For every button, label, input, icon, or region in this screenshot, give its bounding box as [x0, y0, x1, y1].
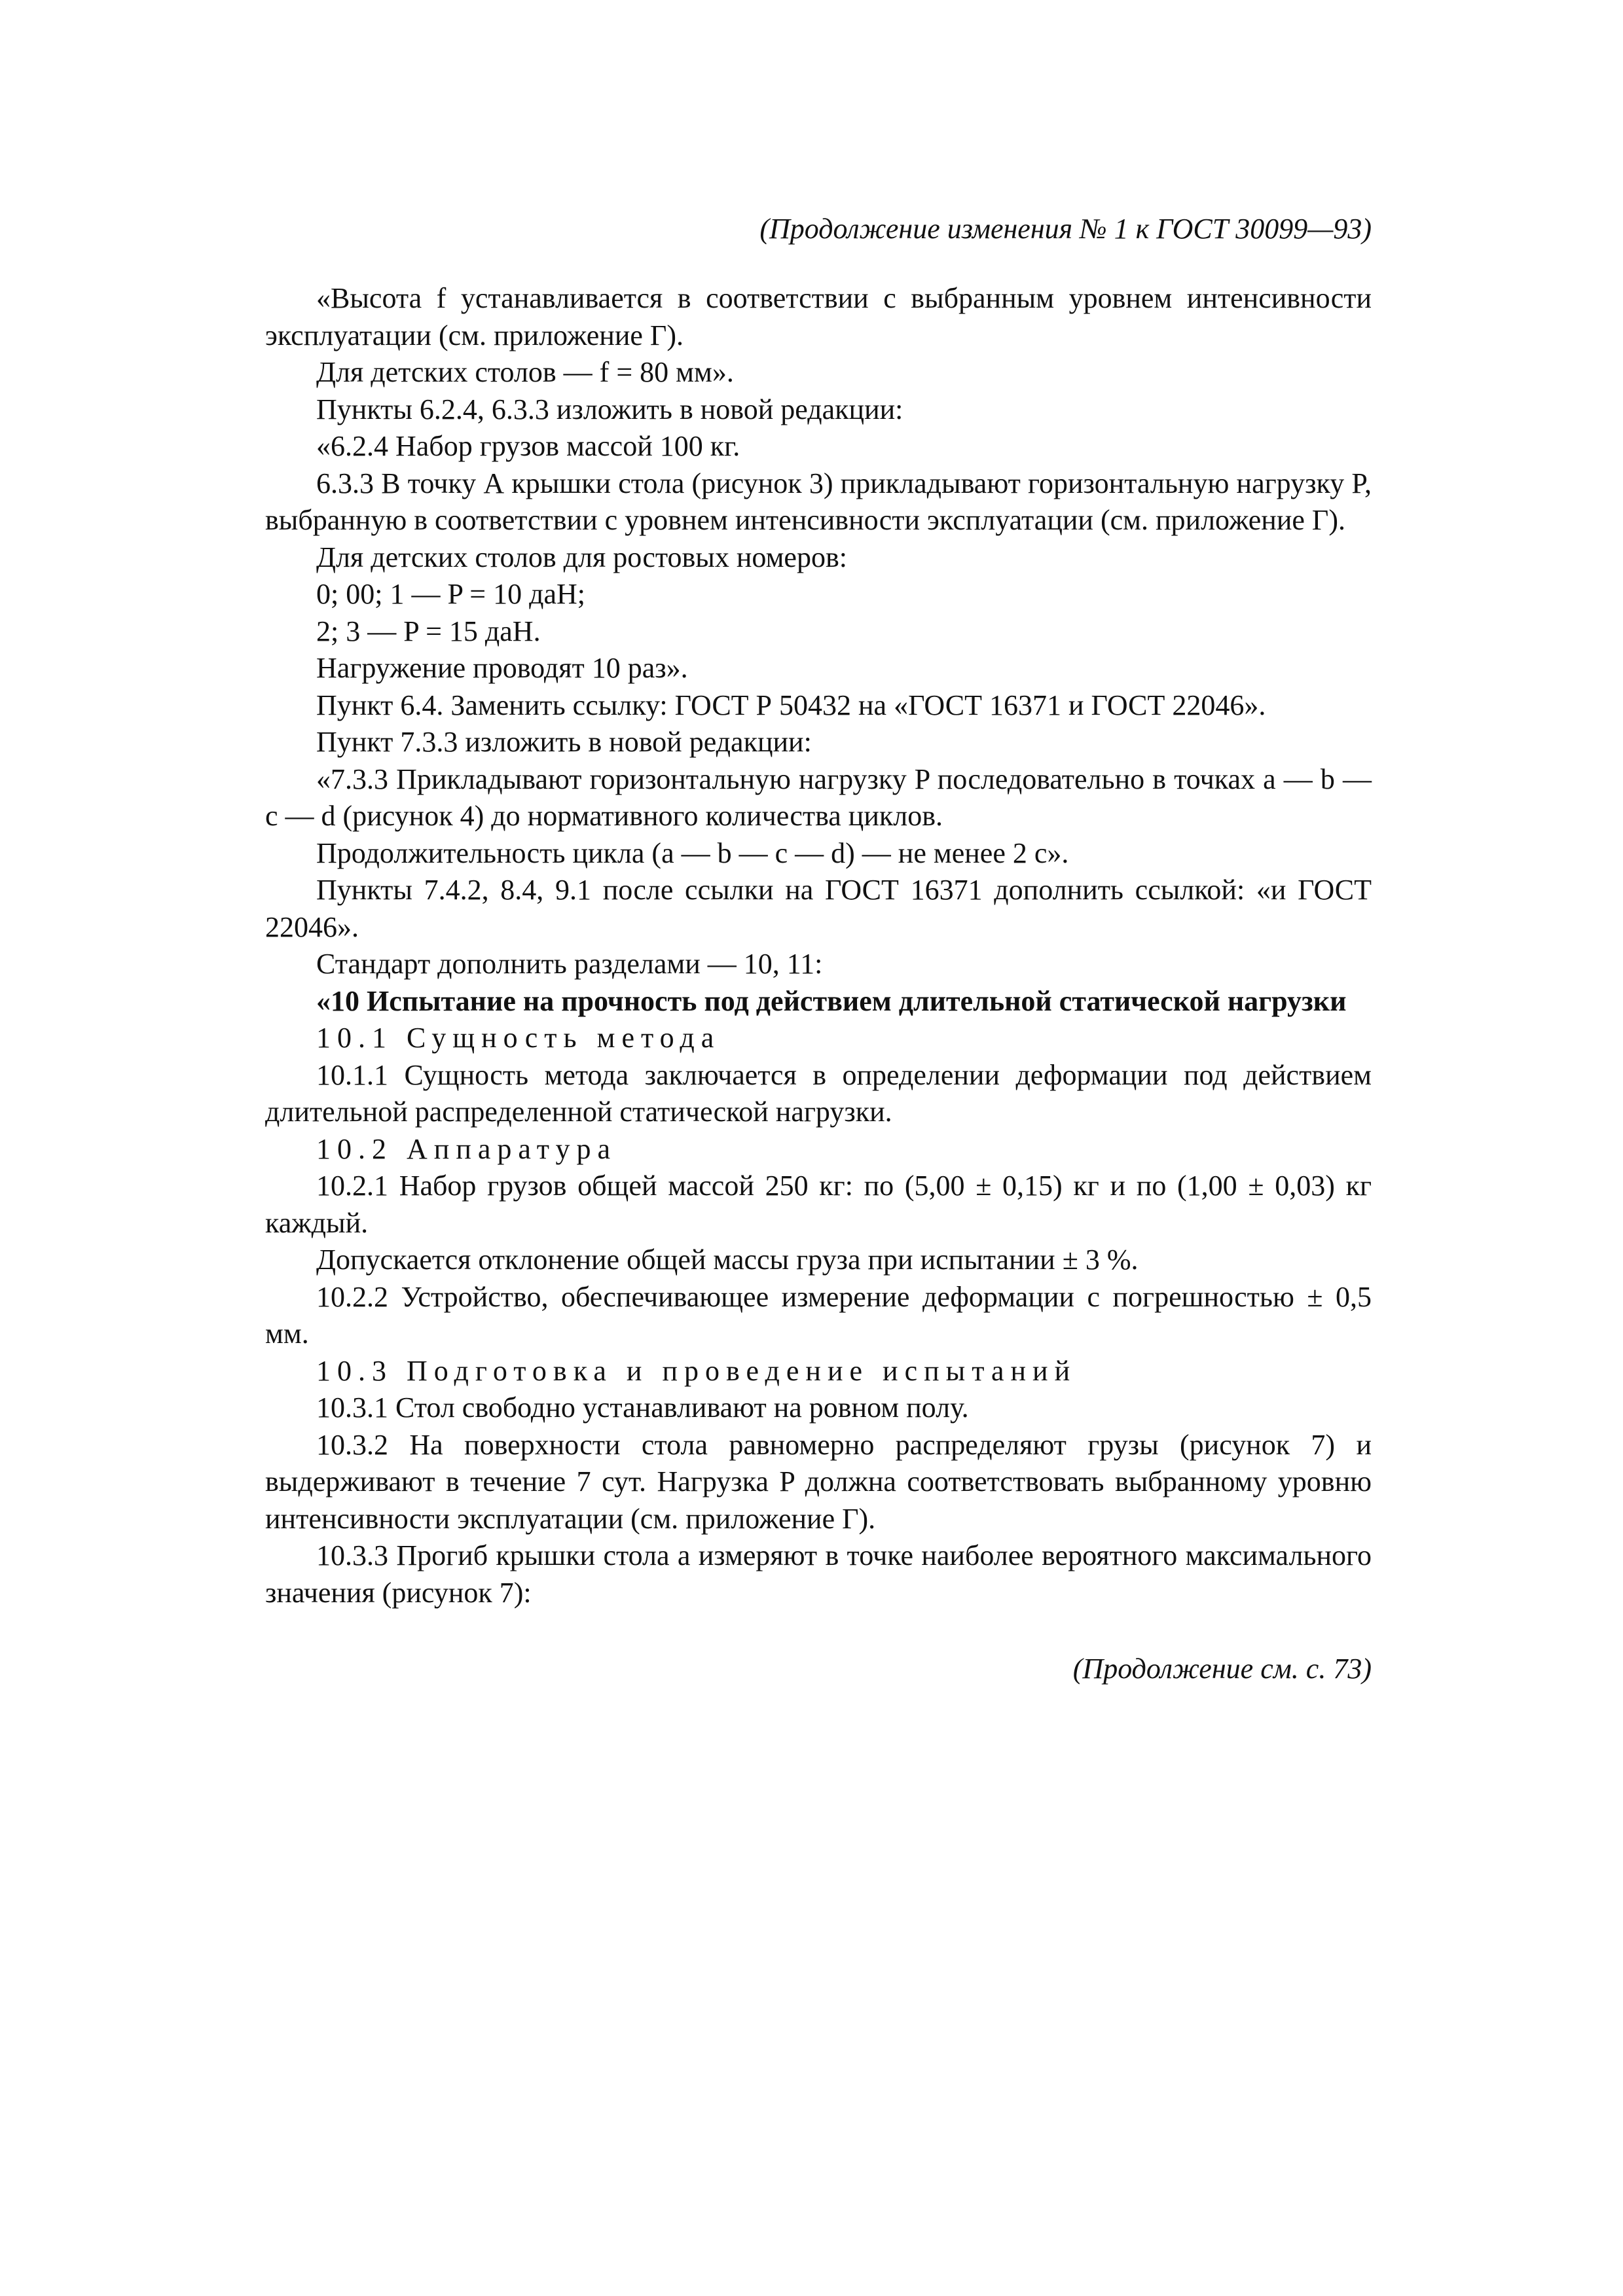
paragraph: 10.3.2 На поверхности стола равномерно распределяют грузы (рисунок 7) и выдерживают в течение 7 сут. Нагрузка P должна соответствовать выбранному уровню интенсивности эксплуатации (см. приложение Г).	[265, 1428, 1372, 1535]
paragraph: Нагружение проводят 10 раз».	[316, 652, 688, 684]
paragraph: 10.2.1 Набор грузов общей массой 250 кг: по (5,00 ± 0,15) кг и по (1,00 ± 0,03) кг каждый.	[265, 1170, 1372, 1239]
paragraph: «Высота f устанавливается в соответствии с выбранным уровнем интенсивности эксплуатации (см. приложение Г).	[265, 282, 1372, 351]
paragraph: Пункты 6.2.4, 6.3.3 изложить в новой редакции:	[316, 393, 903, 425]
paragraph: 0; 00; 1 — P = 10 даН;	[316, 578, 586, 610]
subsection-heading: 10.2 Аппаратура	[316, 1132, 617, 1165]
paragraph: Пункт 6.4. Заменить ссылку: ГОСТ Р 50432 на «ГОСТ 16371 и ГОСТ 22046».	[316, 689, 1266, 721]
paragraph: 10.2.2 Устройство, обеспечивающее измерение деформации с погрешностью ± 0,5 мм.	[265, 1280, 1372, 1350]
document-page	[265, 209, 1372, 1689]
paragraph: Допускается отклонение общей массы груза при испытании ± 3 %.	[316, 1244, 1139, 1276]
paragraph: 10.3.1 Стол свободно устанавливают на ровном полу.	[316, 1391, 969, 1424]
paragraph: Для детских столов для ростовых номеров:	[316, 541, 847, 573]
paragraph: «6.2.4 Набор грузов массой 100 кг.	[316, 430, 740, 462]
paragraph: Стандарт дополнить разделами — 10, 11:	[316, 948, 823, 980]
continuation-note: (Продолжение см. с. 73)	[1072, 1653, 1372, 1685]
paragraph: Пункты 7.4.2, 8.4, 9.1 после ссылки на ГОСТ 16371 дополнить ссылкой: «и ГОСТ 22046».	[265, 874, 1372, 943]
paragraph: 10.1.1 Сущность метода заключается в определении деформации под действием длительной распределенной статической нагрузки.	[265, 1058, 1372, 1128]
section-heading: «10 Испытание на прочность под действием длительной статической нагрузки	[316, 984, 1347, 1017]
paragraph: Продолжительность цикла (a — b — c — d) — не менее 2 с».	[316, 836, 1069, 869]
running-header: (Продолжение изменения № 1 к ГОСТ 30099—93)	[759, 213, 1372, 245]
paragraph: «7.3.3 Прикладывают горизонтальную нагрузку P последовательно в точках a — b — c — d (рисунок 4) до нормативного количества циклов.	[265, 762, 1372, 832]
subsection-heading: 10.3 Подготовка и проведение испытаний	[316, 1354, 1077, 1387]
paragraph: Для детских столов — f = 80 мм».	[316, 356, 734, 388]
paragraph: 10.3.3 Прогиб крышки стола a измеряют в точке наиболее вероятного максимального значения (рисунок 7):	[265, 1539, 1372, 1609]
paragraph: Пункт 7.3.3 изложить в новой редакции:	[316, 726, 812, 758]
subsection-heading: 10.1 Сущность метода	[316, 1022, 721, 1054]
paragraph: 2; 3 — P = 15 даН.	[316, 615, 541, 647]
paragraph: 6.3.3 В точку А крышки стола (рисунок 3) прикладывают горизонтальную нагрузку P, выбранную в соответствии с уровнем интенсивности эксплуатации (см. приложение Г).	[265, 467, 1372, 536]
